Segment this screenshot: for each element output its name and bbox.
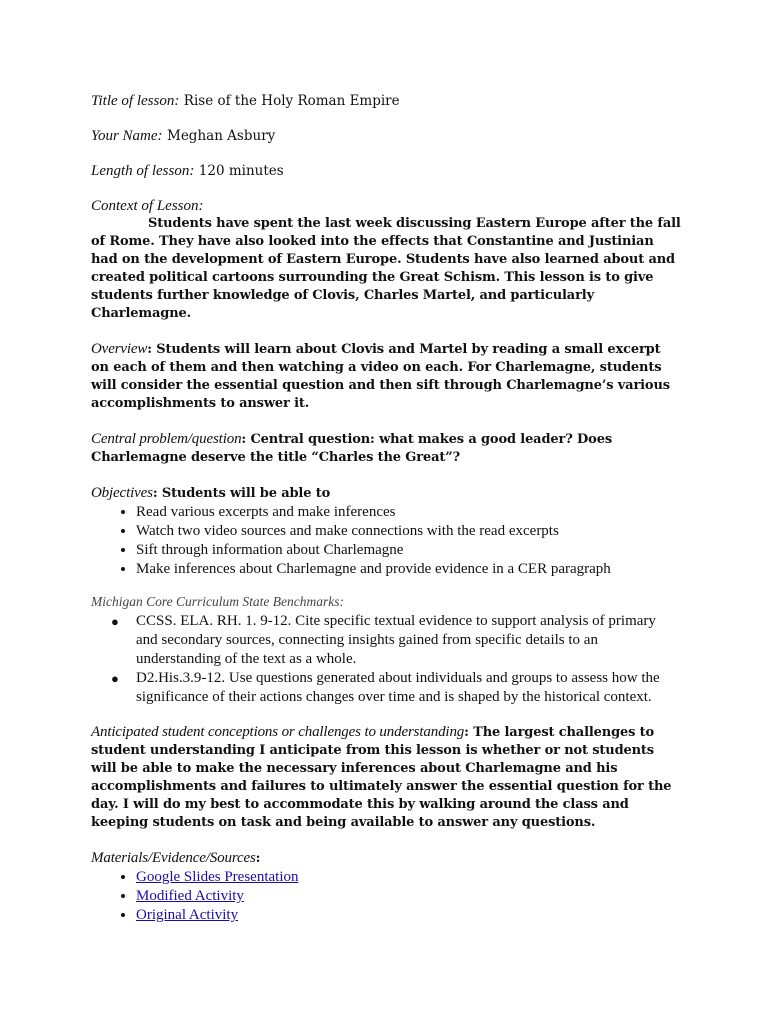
- overview-paragraph: [91, 340, 681, 413]
- list-item: • Make inferences about Charlemagne and provide evidence in a CER paragraph: [136, 560, 681, 579]
- context-section: [91, 197, 681, 323]
- name-label: Your Name:: [91, 128, 163, 144]
- bullet-icon: ●: [111, 614, 119, 629]
- list-item: • Read various excerpts and make inferences: [136, 503, 681, 522]
- list-item: [136, 887, 681, 906]
- lesson-plan: [91, 92, 681, 942]
- materials-colon: :: [255, 851, 261, 866]
- benchmark-text: D2.His.3.9-12. Use questions generated about individuals and groups to assess how the significance of their actions changes over time and is shaped by the historical context.: [136, 670, 660, 705]
- central-label: Central problem/question: [91, 431, 242, 447]
- length-label: Length of lesson:: [91, 163, 195, 179]
- anticipated-section: [91, 723, 681, 832]
- materials-list: [91, 868, 681, 925]
- central-paragraph: [91, 430, 681, 467]
- original-activity-link[interactable]: Original Activity: [136, 907, 239, 923]
- title-value: Rise of the Holy Roman Empire: [183, 93, 400, 109]
- benchmarks-list: [91, 612, 681, 707]
- central-question-section: [91, 430, 681, 467]
- bullet-icon: ●: [111, 671, 119, 686]
- materials-section: [91, 849, 681, 925]
- context-label: Context of Lesson:: [91, 198, 204, 214]
- google-slides-link[interactable]: Google Slides Presentation: [136, 869, 299, 885]
- overview-text: : Students will learn about Clovis and Martel by reading a small excerpt on each of them and then watching a video on each. For Charlemagne, students will consider the essential question and then sift through Charlemagne’s various accomplishments to answer it.: [91, 342, 670, 411]
- title-label: Title of lesson:: [91, 93, 180, 109]
- name-value: Meghan Asbury: [167, 128, 276, 144]
- objectives-intro: : Students will be able to: [152, 486, 331, 501]
- materials-heading: [91, 849, 681, 868]
- list-item: [136, 868, 681, 887]
- length-of-lesson: [91, 162, 681, 180]
- modified-activity-link[interactable]: Modified Activity: [136, 888, 244, 904]
- list-item: [136, 906, 681, 925]
- list-item: [111, 669, 681, 707]
- title-of-lesson: [91, 92, 681, 110]
- objectives-section: [91, 484, 681, 579]
- your-name: [91, 127, 681, 145]
- benchmarks-title: Michigan Core Curriculum State Benchmarks:: [91, 594, 344, 609]
- benchmark-text: CCSS. ELA. RH. 1. 9-12. Cite specific textual evidence to support analysis of primary and secondary sources, connecting insights gained from specific details to an understanding of the text as a whole.: [136, 613, 656, 667]
- anticipated-text: : The largest challenges to student understanding I anticipate from this lesson is whether or not students will be able to make the necessary inferences about Charlemagne and his accomplishments and failures to ultimately answer the essential question for the day. I will do my best to accommodate this by walking around the class and keeping students on task and being available to answer any questions.: [91, 725, 672, 830]
- list-item: [111, 612, 681, 669]
- benchmarks-section: [91, 593, 681, 707]
- length-value: 120 minutes: [198, 163, 284, 179]
- anticipated-label: Anticipated student conceptions or challenges to understanding: [91, 724, 465, 740]
- materials-label: Materials/Evidence/Sources: [91, 850, 256, 866]
- list-item: • Watch two video sources and make connections with the read excerpts: [136, 522, 681, 541]
- objectives-list: [91, 503, 681, 579]
- list-item: • Sift through information about Charlemagne: [136, 541, 681, 560]
- objectives-heading: [91, 484, 681, 503]
- objectives-label: Objectives: [91, 485, 153, 501]
- anticipated-paragraph: [91, 723, 681, 832]
- central-text: : Central question: what makes a good leader? Does Charlemagne deserve the title “Charles the Great”?: [91, 432, 612, 465]
- context-text: Students have spent the last week discussing Eastern Europe after the fall of Rome. They have also looked into the effects that Constantine and Justinian had on the development of Eastern Europe. Students have also learned about and created political cartoons surrounding the Great Schism. This lesson is to give students further knowledge of Clovis, Charles Martel, and particularly Charlemagne.: [91, 216, 681, 321]
- overview-section: [91, 340, 681, 413]
- overview-label: Overview: [91, 341, 148, 357]
